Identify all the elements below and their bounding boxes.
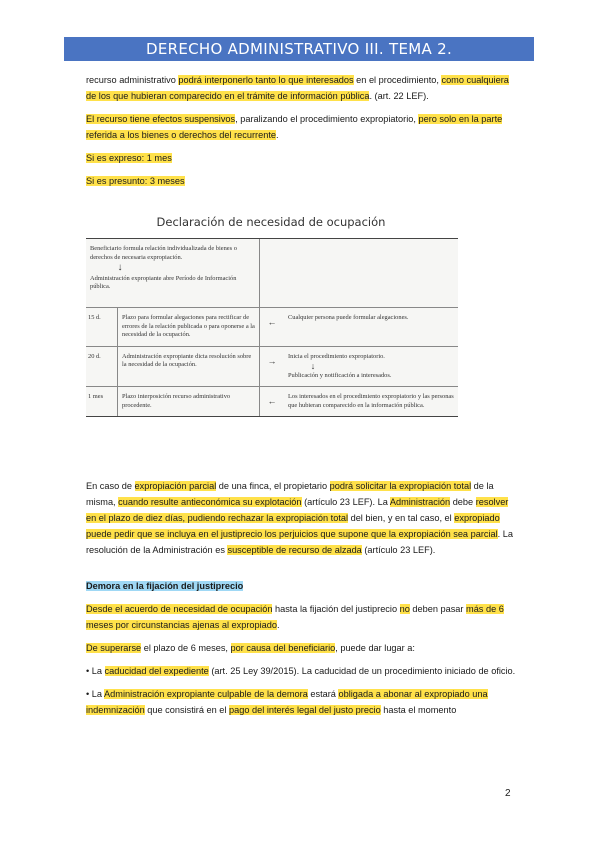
highlight-span: resolver en el plazo de diez días, pudiendo rechazar la expropiación total xyxy=(86,497,509,523)
text-span: (art. 25 Ley 39/2015). La caducidad de un procedimiento iniciado de oficio. xyxy=(208,666,516,676)
figure-cell-empty xyxy=(284,239,458,307)
figure-cell-other: Cualquier persona puede formular alegaciones. xyxy=(288,314,409,321)
text-span: el plazo de 6 meses, xyxy=(141,643,231,653)
paragraph-recurso xyxy=(86,72,516,104)
figure-necesidad-ocupacion xyxy=(86,215,456,417)
figure-row xyxy=(86,239,458,307)
text-span: hasta la fijación del justiprecio xyxy=(272,604,400,614)
text-span: debe xyxy=(450,497,476,507)
highlight-span: podrá interponerlo tanto lo que interesados xyxy=(178,75,354,85)
section-title: Demora en la fijación del justiprecio xyxy=(86,581,244,591)
text-span: , paralizando el procedimiento expropiatorio, xyxy=(235,114,419,124)
highlight-span: susceptible de recurso de alzada xyxy=(227,545,362,555)
figure-table xyxy=(86,238,458,417)
highlight-span: Desde el acuerdo de necesidad de ocupación xyxy=(86,604,273,614)
highlight-span: Administración expropiante culpable de la demora xyxy=(104,689,308,699)
paragraph-expropiacion-parcial xyxy=(86,478,516,558)
highlight-span: obligada a abonar al expropiado una indemnización xyxy=(86,689,488,715)
page-header-title: DERECHO ADMINISTRATIVO III. TEMA 2. xyxy=(64,37,534,61)
page-number: 2 xyxy=(505,788,511,799)
figure-cell-action: Administración expropiante dicta resolución sobre la necesidad de la ocupación. xyxy=(118,347,260,387)
figure-cell-empty xyxy=(260,239,284,307)
text-span: del bien, y en tal caso, el xyxy=(348,513,455,523)
text-span: estará xyxy=(307,689,339,699)
bullet-indemnizacion xyxy=(86,686,516,718)
paragraph-efectos xyxy=(86,111,516,143)
highlight-span: Administración xyxy=(389,497,451,507)
text-span: hasta el momento xyxy=(380,705,457,715)
highlight-span: Si es presunto: 3 meses xyxy=(86,176,185,186)
figure-row xyxy=(86,346,458,387)
figure-row xyxy=(86,307,458,346)
text-span: deben pasar xyxy=(409,604,467,614)
highlight-span: caducidad del expediente xyxy=(104,666,209,676)
bullet-marker: • La xyxy=(86,666,105,676)
highlight-span: expropiado puede pedir que se incluya en el justiprecio los perjuicios que supone que la expropiación sea parcial xyxy=(86,513,500,539)
text-span: (artículo 23 LEF). xyxy=(361,545,436,555)
figure-cell-days: 20 d. xyxy=(86,347,118,387)
paragraph-superarse xyxy=(86,640,516,656)
arrow-left-icon: ← xyxy=(267,396,277,406)
text-span: (artículo 23 LEF). La xyxy=(301,497,390,507)
text-span: que consistirá en el xyxy=(144,705,230,715)
text-span: . (art. 22 LEF). xyxy=(369,91,429,101)
highlight-span: De superarse xyxy=(86,643,142,653)
text-span: recurso administrativo xyxy=(86,75,179,85)
figure-cell-days: 1 mes xyxy=(86,387,118,416)
highlight-span: como cualquiera de los que hubieran comparecido en el trámite de información pública xyxy=(86,75,509,101)
figure-cell-action: Plazo interposición recurso administrativo procedente. xyxy=(118,387,260,416)
highlight-span: Si es expreso: 1 mes xyxy=(86,153,172,163)
highlight-span: no xyxy=(399,604,410,614)
text-span: . xyxy=(276,130,279,140)
arrow-down-icon: ↓ xyxy=(310,361,316,371)
highlight-span: podrá solicitar la expropiación total xyxy=(329,481,472,491)
highlight-span: cuando resulte antieconómica su explotación xyxy=(118,497,302,507)
text-span: , puede dar lugar a: xyxy=(335,643,415,653)
paragraph-demora xyxy=(86,601,516,633)
highlight-span: por causa del beneficiario xyxy=(230,643,336,653)
figure-cell-action: Plazo para formular alegaciones para rectificar de errores de la relación publicada o para oponerse a la necesidad de la ocupación. xyxy=(118,308,260,346)
highlight-span: pero solo en la parte referida a los bienes o derechos del recurrente xyxy=(86,114,503,140)
arrow-left-icon: ← xyxy=(267,317,277,327)
highlight-span: El recurso tiene efectos suspensivos xyxy=(86,114,236,124)
paragraph-expreso xyxy=(86,150,516,166)
figure-text: Publicación y notificación a interesados. xyxy=(288,371,392,379)
paragraph-presunto xyxy=(86,173,516,189)
text-span: de la misma, xyxy=(86,481,494,507)
arrow-right-icon: → xyxy=(267,355,277,366)
text-span: . La resolución de la Administración es xyxy=(86,529,513,555)
highlight-span: más de 6 meses por circunstancias ajenas al expropiado xyxy=(86,604,504,630)
figure-title: Declaración de necesidad de ocupación xyxy=(156,215,386,229)
figure-cell-days: 15 d. xyxy=(86,308,118,346)
figure-text: Beneficiario formula relación individualizada de bienes o derechos de necesaria expropiación. xyxy=(90,245,237,261)
arrow-down-icon: ↓ xyxy=(117,262,123,273)
text-span: . xyxy=(277,620,280,630)
document-body-bottom xyxy=(86,478,516,725)
highlight-span: expropiación parcial xyxy=(134,481,217,491)
figure-cell-other xyxy=(284,347,458,387)
figure-text: Administración expropiante abre Período de Información pública. xyxy=(90,274,237,290)
bullet-marker: • La xyxy=(86,689,105,699)
section-heading xyxy=(86,578,516,594)
document-body-top xyxy=(86,72,516,196)
highlight-span: pago del interés legal del justo precio xyxy=(229,705,381,715)
text-span: en el procedimiento, xyxy=(353,75,442,85)
figure-text: Inicia el procedimiento expropiatorio. xyxy=(288,352,385,360)
figure-cell-other: Los interesados en el procedimiento expropiatorio y las personas que hubieran comparecido en la información pública. xyxy=(288,393,454,409)
text-span: de una finca, el propietario xyxy=(216,481,330,491)
bullet-caducidad xyxy=(86,663,516,679)
figure-row xyxy=(86,386,458,416)
text-span: En caso de xyxy=(86,481,135,491)
figure-cell-initial xyxy=(86,239,260,307)
